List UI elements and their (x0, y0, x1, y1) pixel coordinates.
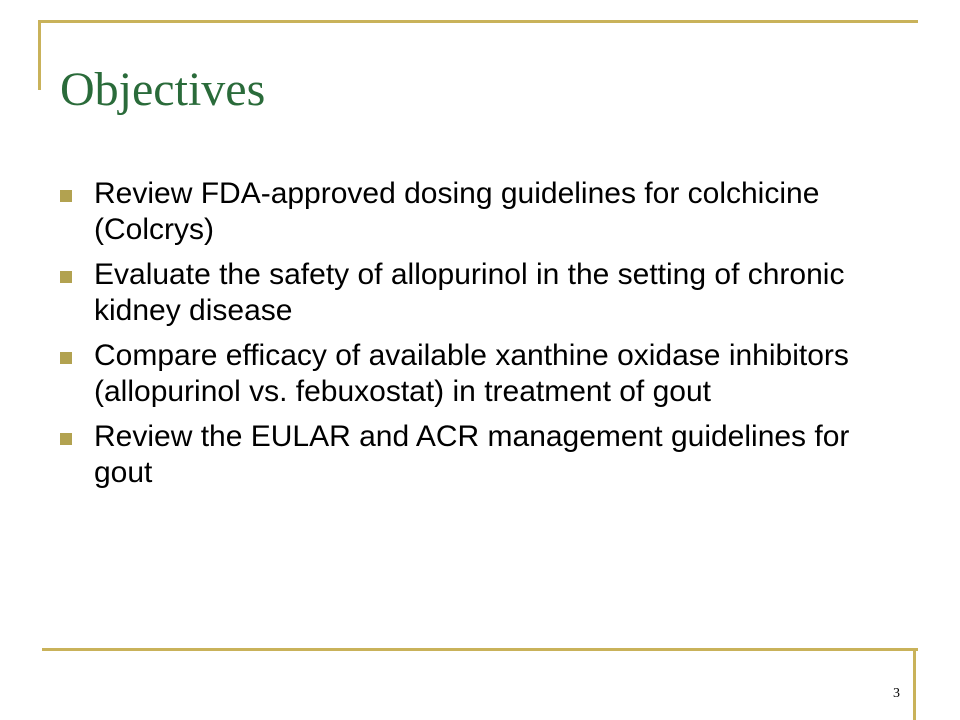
list-item-text: Compare efficacy of available xanthine oxidase inhibitors (allopurinol vs. febuxostat) in treatment of gout (94, 339, 849, 408)
frame-top-horizontal-line (38, 20, 918, 23)
frame-top-left-vertical-line (38, 20, 41, 90)
list-item (60, 419, 900, 491)
list-item (60, 338, 900, 410)
frame-bottom-horizontal-line (42, 648, 918, 651)
square-bullet-icon (60, 352, 72, 364)
square-bullet-icon (60, 190, 72, 202)
list-item-text: Review FDA-approved dosing guidelines for colchicine (Colcrys) (94, 177, 820, 246)
list-item-text: Evaluate the safety of allopurinol in the setting of chronic kidney disease (94, 258, 845, 327)
frame-bottom-right-vertical-line (913, 648, 916, 720)
list-item (60, 257, 900, 329)
slide-title: Objectives (60, 63, 266, 116)
objectives-list (60, 176, 900, 500)
list-item (60, 176, 900, 248)
square-bullet-icon (60, 433, 72, 445)
page-number: 3 (893, 686, 900, 701)
list-item-text: Review the EULAR and ACR management guidelines for gout (94, 420, 850, 489)
square-bullet-icon (60, 271, 72, 283)
